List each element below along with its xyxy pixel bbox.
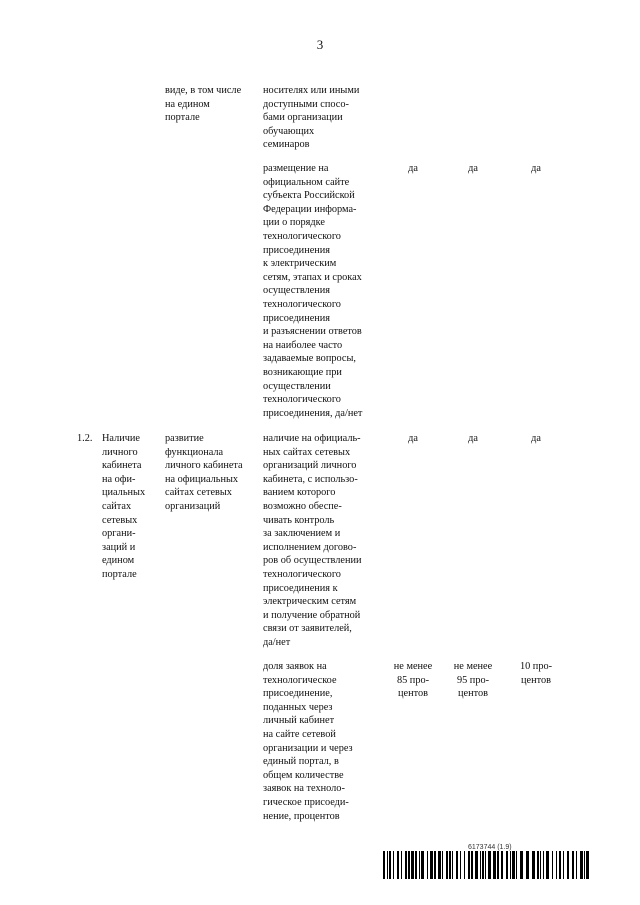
row2-value-1: да: [408, 433, 418, 444]
row1-indicator: размещение на официальном сайте субъекта Российской Федерации информа- ции о порядке технологического присоединения к электрическим сетям, этапах и сроках осуществления технологического присоединения и разъяснении ответов на наиболее часто задаваемые вопросы, возникающие при осуществлении технологического присоединения, да/нет: [263, 163, 363, 419]
row2-name: Наличие личного кабинета на офи- циальных сайтах сетевых органи- заций и едином портале: [102, 433, 146, 580]
row3-value-2: не менее 95 про- центов: [453, 661, 493, 700]
row2-direction: развитие функционала личного кабинета на официальных сайтах сетевых организаций: [165, 433, 243, 512]
row1-value-1: да: [408, 163, 418, 174]
row0-direction: виде, в том числе на едином портале: [165, 85, 242, 124]
row3-indicator: доля заявок на технологическое присоединение, поданных через личный кабинет на сайте сетевой организации и через единый портал, в общем количестве заявок на техноло- гическое присоеди- нение, процентов: [263, 661, 353, 822]
row2-value-2: да: [468, 433, 478, 444]
row1-value-2: да: [468, 163, 478, 174]
document-code: 6173744 (1.9): [468, 844, 512, 851]
row3-value-3: 10 про- центов: [519, 661, 553, 686]
row0-indicator: носителях или иными доступными спосо- бами организации обучающих семинаров: [263, 85, 360, 151]
row2-indicator: наличие на официаль- ных сайтах сетевых организаций личного кабинета, с использо- ванием которого возможно обеспе- чивать контроль за заключением и исполнением догово- ров об осуществлении технологического присоединения к электрическим сетям и получение обратной связи от заявителей, да/нет: [263, 433, 362, 648]
page-number: 3: [316, 37, 324, 52]
row2-value-3: да: [531, 433, 541, 444]
row3-value-1: не менее 85 про- центов: [393, 661, 433, 700]
row1-value-3: да: [531, 163, 541, 174]
barcode: [383, 851, 591, 879]
row2-number: 1.2.: [77, 433, 93, 444]
